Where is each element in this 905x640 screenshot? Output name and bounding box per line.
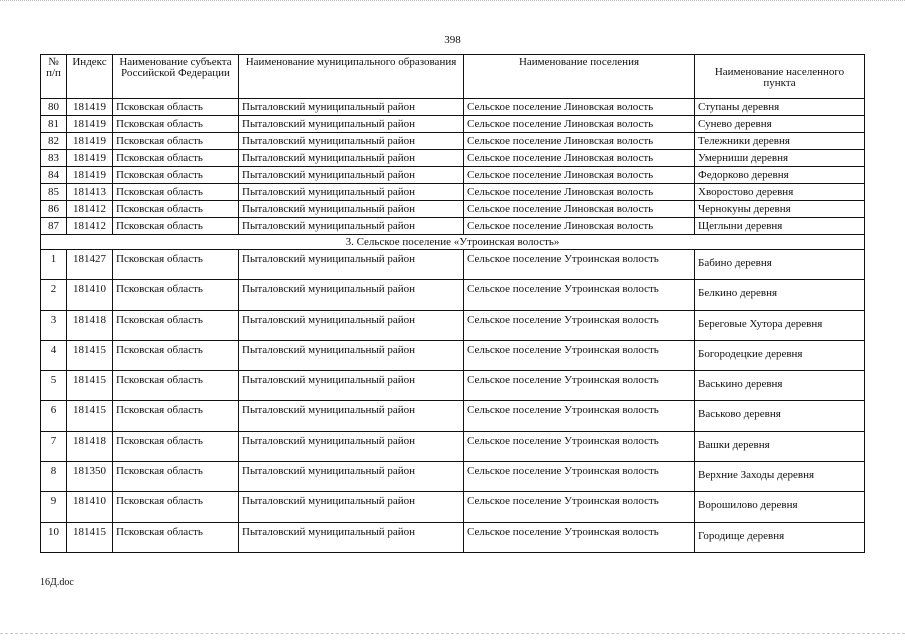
cell-index: 181418 — [67, 431, 113, 461]
cell-village: Городище деревня — [695, 522, 865, 552]
cell-index: 181415 — [67, 522, 113, 552]
cell-municipality: Пыталовский муниципальный район — [239, 201, 464, 218]
cell-village: Тележники деревня — [695, 133, 865, 150]
cell-settlement: Сельское поселение Утроинская волость — [464, 310, 695, 340]
cell-index: 181412 — [67, 201, 113, 218]
settlements-table — [40, 54, 865, 553]
cell-village: Васькино деревня — [695, 371, 865, 401]
cell-index: 181419 — [67, 116, 113, 133]
cell-village: Умерниши деревня — [695, 150, 865, 167]
cell-subject: Псковская область — [113, 201, 239, 218]
cell-subject: Псковская область — [113, 150, 239, 167]
cell-municipality: Пыталовский муниципальный район — [239, 371, 464, 401]
cell-subject: Псковская область — [113, 218, 239, 235]
cell-municipality: Пыталовский муниципальный район — [239, 133, 464, 150]
table-row — [41, 201, 865, 218]
cell-index: 181415 — [67, 401, 113, 431]
cell-village: Береговые Хутора деревня — [695, 310, 865, 340]
cell-municipality: Пыталовский муниципальный район — [239, 218, 464, 235]
section-row — [41, 235, 865, 250]
cell-no: 8 — [41, 462, 67, 492]
table-row — [41, 492, 865, 522]
cell-subject: Псковская область — [113, 184, 239, 201]
cell-settlement: Сельское поселение Линовская волость — [464, 201, 695, 218]
cell-settlement: Сельское поселение Утроинская волость — [464, 492, 695, 522]
cell-municipality: Пыталовский муниципальный район — [239, 401, 464, 431]
header-village: Наименование населенного пункта — [695, 55, 865, 99]
table-row — [41, 150, 865, 167]
cell-village: Сунево деревня — [695, 116, 865, 133]
table-row — [41, 310, 865, 340]
cell-village: Федорково деревня — [695, 167, 865, 184]
table-row — [41, 401, 865, 431]
cell-subject: Псковская область — [113, 133, 239, 150]
cell-village: Богородецкие деревня — [695, 340, 865, 370]
cell-settlement: Сельское поселение Утроинская волость — [464, 462, 695, 492]
cell-no: 6 — [41, 401, 67, 431]
cell-settlement: Сельское поселение Утроинская волость — [464, 280, 695, 310]
cell-index: 181419 — [67, 133, 113, 150]
table-row — [41, 250, 865, 280]
table-row — [41, 371, 865, 401]
cell-municipality: Пыталовский муниципальный район — [239, 431, 464, 461]
cell-municipality: Пыталовский муниципальный район — [239, 462, 464, 492]
cell-index: 181350 — [67, 462, 113, 492]
cell-subject: Псковская область — [113, 492, 239, 522]
table-row — [41, 167, 865, 184]
cell-subject: Псковская область — [113, 99, 239, 116]
cell-village: Бабино деревня — [695, 250, 865, 280]
cell-subject: Псковская область — [113, 431, 239, 461]
cell-municipality: Пыталовский муниципальный район — [239, 150, 464, 167]
table-body-utroinskaya — [41, 250, 865, 553]
table-row — [41, 184, 865, 201]
cell-subject: Псковская область — [113, 250, 239, 280]
cell-no: 83 — [41, 150, 67, 167]
cell-index: 181415 — [67, 340, 113, 370]
cell-settlement: Сельское поселение Утроинская волость — [464, 401, 695, 431]
cell-no: 82 — [41, 133, 67, 150]
cell-municipality: Пыталовский муниципальный район — [239, 522, 464, 552]
cell-village: Ворошилово деревня — [695, 492, 865, 522]
cell-settlement: Сельское поселение Утроинская волость — [464, 431, 695, 461]
cell-subject: Псковская область — [113, 310, 239, 340]
page-number: 398 — [444, 34, 461, 46]
cell-settlement: Сельское поселение Утроинская волость — [464, 250, 695, 280]
cell-index: 181412 — [67, 218, 113, 235]
cell-no: 5 — [41, 371, 67, 401]
table-row — [41, 431, 865, 461]
cell-index: 181410 — [67, 280, 113, 310]
cell-subject: Псковская область — [113, 167, 239, 184]
cell-no: 84 — [41, 167, 67, 184]
header-no: № п/п — [41, 55, 67, 99]
cell-subject: Псковская область — [113, 280, 239, 310]
cell-no: 80 — [41, 99, 67, 116]
cell-municipality: Пыталовский муниципальный район — [239, 116, 464, 133]
header-index: Индекс — [67, 55, 113, 99]
cell-subject: Псковская область — [113, 116, 239, 133]
cell-village: Ступаны деревня — [695, 99, 865, 116]
cell-subject: Псковская область — [113, 522, 239, 552]
cell-no: 7 — [41, 431, 67, 461]
header-settlement: Наименование поселения — [464, 55, 695, 99]
cell-no: 3 — [41, 310, 67, 340]
cell-municipality: Пыталовский муниципальный район — [239, 250, 464, 280]
cell-index: 181419 — [67, 99, 113, 116]
cell-settlement: Сельское поселение Линовская волость — [464, 184, 695, 201]
cell-village: Белкино деревня — [695, 280, 865, 310]
table-row — [41, 133, 865, 150]
scan-edge-top — [0, 0, 905, 3]
cell-settlement: Сельское поселение Утроинская волость — [464, 340, 695, 370]
cell-settlement: Сельское поселение Линовская волость — [464, 167, 695, 184]
header-municipality: Наименование муниципального образования — [239, 55, 464, 99]
cell-settlement: Сельское поселение Утроинская волость — [464, 522, 695, 552]
cell-subject: Псковская область — [113, 371, 239, 401]
cell-no: 9 — [41, 492, 67, 522]
cell-no: 86 — [41, 201, 67, 218]
header-subject: Наименование субъекта Российской Федерации — [113, 55, 239, 99]
table-body-linovskaya — [41, 99, 865, 235]
cell-municipality: Пыталовский муниципальный район — [239, 492, 464, 522]
cell-settlement: Сельское поселение Линовская волость — [464, 150, 695, 167]
cell-index: 181418 — [67, 310, 113, 340]
cell-subject: Псковская область — [113, 340, 239, 370]
cell-settlement: Сельское поселение Линовская волость — [464, 218, 695, 235]
cell-municipality: Пыталовский муниципальный район — [239, 340, 464, 370]
table-row — [41, 462, 865, 492]
scan-edge-bottom — [0, 633, 905, 634]
cell-index: 181415 — [67, 371, 113, 401]
cell-village: Чернокуны деревня — [695, 201, 865, 218]
cell-village: Хворостово деревня — [695, 184, 865, 201]
cell-no: 10 — [41, 522, 67, 552]
cell-index: 181413 — [67, 184, 113, 201]
cell-municipality: Пыталовский муниципальный район — [239, 310, 464, 340]
cell-subject: Псковская область — [113, 401, 239, 431]
cell-municipality: Пыталовский муниципальный район — [239, 99, 464, 116]
table-row — [41, 522, 865, 552]
table-header-row — [41, 55, 865, 99]
cell-no: 2 — [41, 280, 67, 310]
cell-subject: Псковская область — [113, 462, 239, 492]
cell-index: 181419 — [67, 167, 113, 184]
table-row — [41, 340, 865, 370]
cell-no: 4 — [41, 340, 67, 370]
footer-filename: 16Д.doc — [40, 577, 74, 588]
section-title: 3. Сельское поселение «Утроинская волость» — [41, 235, 865, 250]
table-row — [41, 280, 865, 310]
cell-municipality: Пыталовский муниципальный район — [239, 184, 464, 201]
cell-village: Верхние Заходы деревня — [695, 462, 865, 492]
table-row — [41, 218, 865, 235]
cell-no: 81 — [41, 116, 67, 133]
cell-no: 1 — [41, 250, 67, 280]
cell-no: 85 — [41, 184, 67, 201]
cell-settlement: Сельское поселение Линовская волость — [464, 133, 695, 150]
cell-no: 87 — [41, 218, 67, 235]
cell-municipality: Пыталовский муниципальный район — [239, 167, 464, 184]
cell-index: 181419 — [67, 150, 113, 167]
cell-index: 181427 — [67, 250, 113, 280]
cell-village: Васьково деревня — [695, 401, 865, 431]
table-row — [41, 116, 865, 133]
cell-municipality: Пыталовский муниципальный район — [239, 280, 464, 310]
table-row — [41, 99, 865, 116]
cell-settlement: Сельское поселение Линовская волость — [464, 99, 695, 116]
cell-village: Вашки деревня — [695, 431, 865, 461]
cell-settlement: Сельское поселение Линовская волость — [464, 116, 695, 133]
cell-index: 181410 — [67, 492, 113, 522]
cell-settlement: Сельское поселение Утроинская волость — [464, 371, 695, 401]
cell-village: Щеглыни деревня — [695, 218, 865, 235]
